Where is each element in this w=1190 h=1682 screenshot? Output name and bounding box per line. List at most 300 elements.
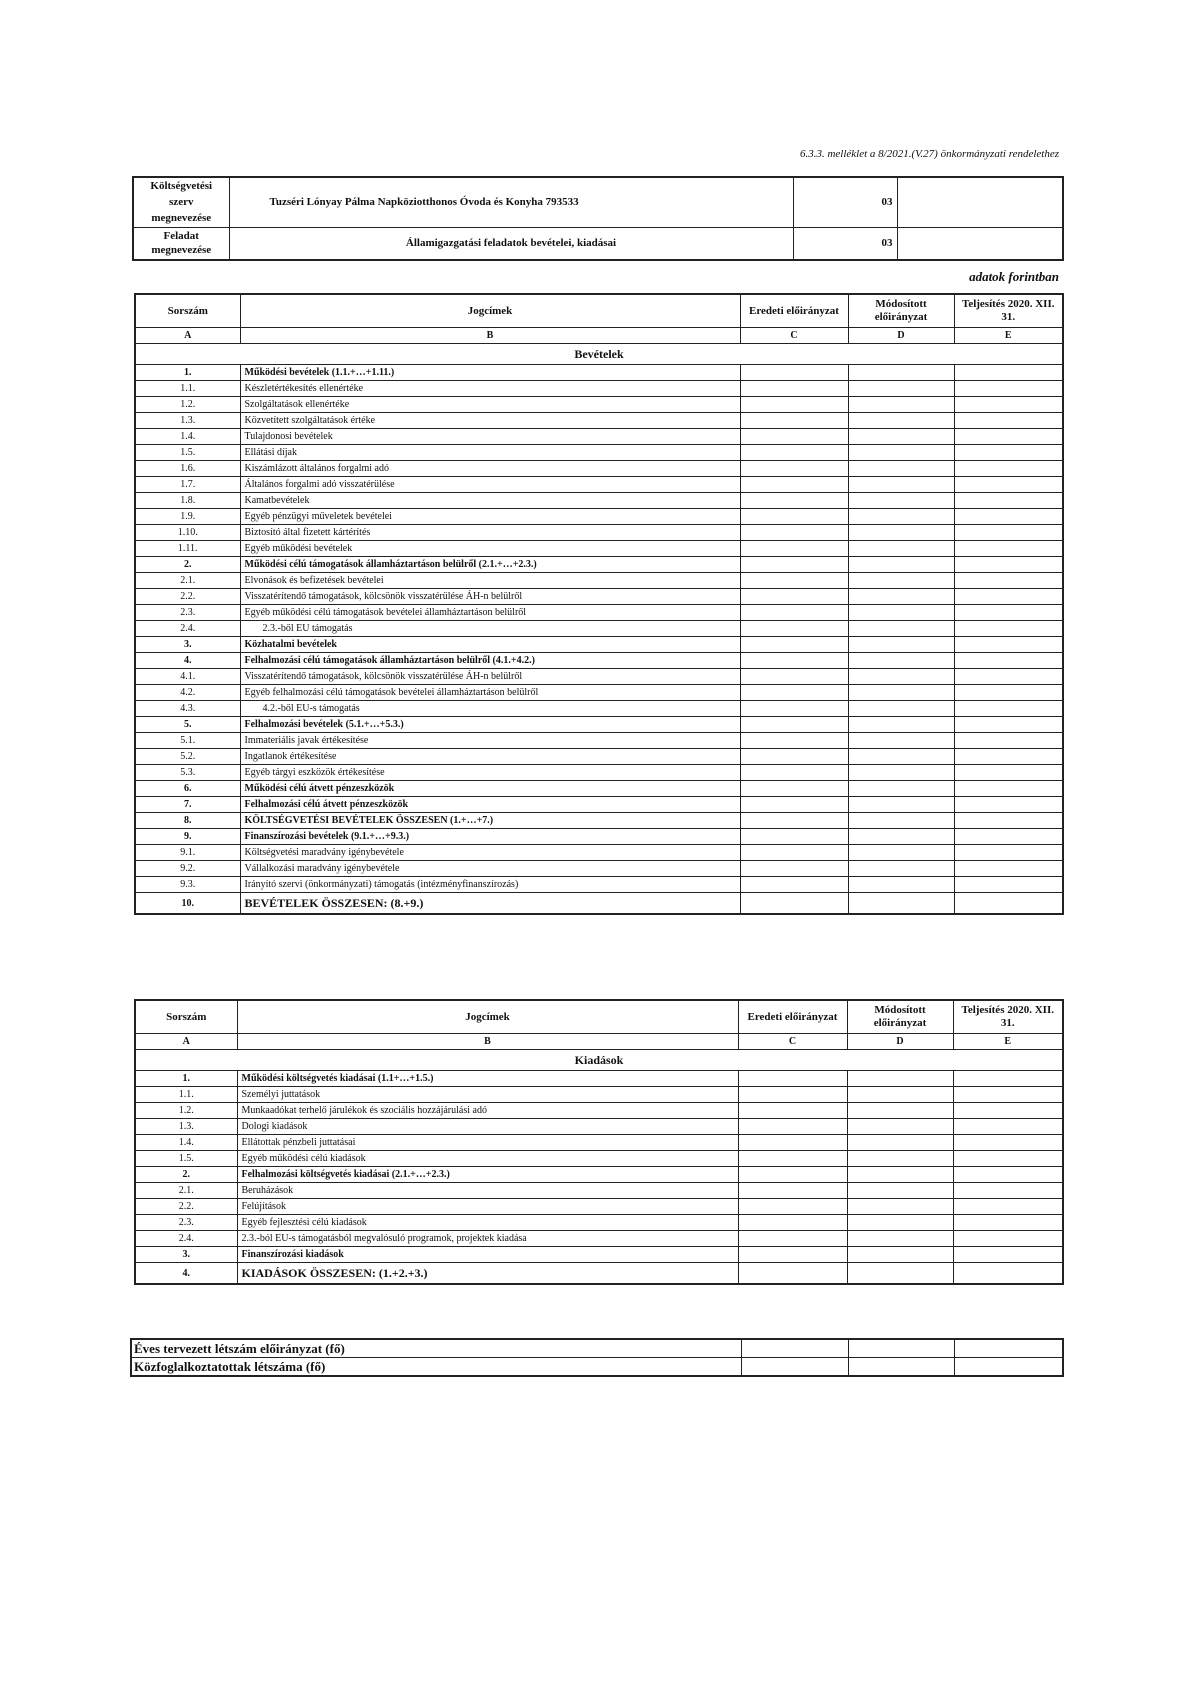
row-number: 9. — [135, 829, 240, 845]
staff-row — [131, 1358, 1063, 1377]
cell-teljesites — [954, 541, 1063, 557]
row-number: 5. — [135, 717, 240, 733]
cell-teljesites — [953, 1151, 1063, 1167]
row-label: Működési költségvetés kiadásai (1.1+…+1.5.) — [237, 1071, 738, 1087]
row-label: Felhalmozási célú támogatások államháztartáson belülről (4.1.+4.2.) — [240, 653, 740, 669]
cell-teljesites — [954, 893, 1063, 915]
cell-teljesites — [954, 589, 1063, 605]
table-row — [135, 845, 1063, 861]
table-row — [135, 813, 1063, 829]
cell-modositott — [848, 541, 954, 557]
staff-value — [848, 1358, 954, 1377]
cell-eredeti — [740, 573, 848, 589]
row-number: 1. — [135, 365, 240, 381]
table-row — [135, 525, 1063, 541]
cell-modositott — [848, 413, 954, 429]
table-row — [135, 893, 1063, 915]
cell-teljesites — [953, 1183, 1063, 1199]
org-code: 03 — [793, 177, 897, 227]
cell-teljesites — [954, 813, 1063, 829]
col-sorszam: Sorszám — [135, 1000, 237, 1034]
staff-value — [741, 1339, 848, 1358]
cell-teljesites — [954, 429, 1063, 445]
cell-eredeti — [740, 621, 848, 637]
table-row — [135, 493, 1063, 509]
table-row — [135, 797, 1063, 813]
row-label: Felhalmozási bevételek (5.1.+…+5.3.) — [240, 717, 740, 733]
cell-eredeti — [740, 797, 848, 813]
row-label: Egyéb pénzügyi műveletek bevételei — [240, 509, 740, 525]
cell-teljesites — [953, 1103, 1063, 1119]
row-number: 3. — [135, 637, 240, 653]
cell-modositott — [848, 461, 954, 477]
row-label: Ellátottak pénzbeli juttatásai — [237, 1135, 738, 1151]
cell-eredeti — [740, 893, 848, 915]
cell-modositott — [848, 717, 954, 733]
table-row — [135, 765, 1063, 781]
row-number: 2.4. — [135, 621, 240, 637]
row-number: 1.5. — [135, 445, 240, 461]
cell-modositott — [848, 573, 954, 589]
cell-eredeti — [740, 461, 848, 477]
cell-modositott — [847, 1151, 953, 1167]
cell-modositott — [848, 621, 954, 637]
cell-eredeti — [738, 1151, 847, 1167]
table-row — [135, 477, 1063, 493]
col-jogcimek: Jogcímek — [237, 1000, 738, 1034]
cell-teljesites — [954, 477, 1063, 493]
table-row — [135, 605, 1063, 621]
cell-eredeti — [740, 733, 848, 749]
cell-teljesites — [954, 381, 1063, 397]
table-row — [135, 653, 1063, 669]
cell-teljesites — [953, 1215, 1063, 1231]
cell-eredeti — [740, 509, 848, 525]
row-number: 1.4. — [135, 429, 240, 445]
cell-modositott — [848, 765, 954, 781]
cell-teljesites — [954, 365, 1063, 381]
table-row — [135, 701, 1063, 717]
cell-teljesites — [954, 701, 1063, 717]
cell-teljesites — [954, 749, 1063, 765]
row-number: 4. — [135, 1263, 237, 1285]
staff-label: Éves tervezett létszám előirányzat (fő) — [131, 1339, 741, 1358]
cell-modositott — [848, 893, 954, 915]
cell-modositott — [847, 1215, 953, 1231]
cell-eredeti — [740, 557, 848, 573]
row-label: Ingatlanok értékesítése — [240, 749, 740, 765]
row-label: Működési célú támogatások államháztartáson belülről (2.1.+…+2.3.) — [240, 557, 740, 573]
cell-eredeti — [738, 1263, 847, 1285]
cell-modositott — [848, 509, 954, 525]
row-number: 1.2. — [135, 397, 240, 413]
row-number: 1.11. — [135, 541, 240, 557]
task-extra — [897, 227, 1063, 260]
cell-modositott — [848, 445, 954, 461]
row-label: Egyéb tárgyi eszközök értékesítése — [240, 765, 740, 781]
cell-eredeti — [740, 685, 848, 701]
row-label: Személyi juttatások — [237, 1087, 738, 1103]
row-number: 1.3. — [135, 1119, 237, 1135]
table-row — [135, 573, 1063, 589]
table-row — [135, 1231, 1063, 1247]
cell-eredeti — [740, 813, 848, 829]
table-row — [135, 621, 1063, 637]
staff-value — [954, 1339, 1063, 1358]
row-label: Biztosító által fizetett kártérítés — [240, 525, 740, 541]
cell-teljesites — [954, 509, 1063, 525]
col-letter-a: A — [135, 328, 240, 344]
cell-teljesites — [954, 877, 1063, 893]
row-number: 9.3. — [135, 877, 240, 893]
cell-teljesites — [953, 1135, 1063, 1151]
row-label: Kamatbevételek — [240, 493, 740, 509]
row-label: Immateriális javak értékesítése — [240, 733, 740, 749]
col-letter-b: B — [240, 328, 740, 344]
table-row — [135, 1263, 1063, 1285]
staff-value — [741, 1358, 848, 1377]
cell-modositott — [847, 1071, 953, 1087]
row-number: 1.7. — [135, 477, 240, 493]
table-row — [135, 461, 1063, 477]
cell-teljesites — [953, 1167, 1063, 1183]
table-row — [135, 541, 1063, 557]
cell-teljesites — [954, 861, 1063, 877]
cell-eredeti — [738, 1103, 847, 1119]
cell-teljesites — [954, 653, 1063, 669]
row-label: Kiszámlázott általános forgalmi adó — [240, 461, 740, 477]
row-label: KIADÁSOK ÖSSZESEN: (1.+2.+3.) — [237, 1263, 738, 1285]
col-modositott: Módosított előirányzat — [847, 1000, 953, 1034]
cell-teljesites — [953, 1231, 1063, 1247]
row-label: Elvonások és befizetések bevételei — [240, 573, 740, 589]
table-row — [135, 733, 1063, 749]
cell-eredeti — [740, 365, 848, 381]
row-label: Irányító szervi (önkormányzati) támogatás (intézményfinanszírozás) — [240, 877, 740, 893]
table-row — [135, 781, 1063, 797]
task-name: Államigazgatási feladatok bevételei, kiadásai — [229, 227, 793, 260]
row-label: Egyéb működési célú támogatások bevételei államháztartáson belülről — [240, 605, 740, 621]
staff-table — [130, 1338, 1064, 1377]
row-number: 8. — [135, 813, 240, 829]
cell-modositott — [847, 1183, 953, 1199]
col-letter-c: C — [738, 1034, 847, 1050]
row-label: 2.3.-ból EU-s támogatásból megvalósuló programok, projektek kiadása — [237, 1231, 738, 1247]
cell-teljesites — [954, 461, 1063, 477]
table-row — [135, 717, 1063, 733]
cell-eredeti — [738, 1087, 847, 1103]
cell-modositott — [848, 637, 954, 653]
row-number: 2. — [135, 557, 240, 573]
row-label: Közvetített szolgáltatások értéke — [240, 413, 740, 429]
row-label: KÖLTSÉGVETÉSI BEVÉTELEK ÖSSZESEN (1.+…+7.) — [240, 813, 740, 829]
row-number: 9.1. — [135, 845, 240, 861]
cell-modositott — [848, 493, 954, 509]
table-row — [135, 445, 1063, 461]
col-jogcimek: Jogcímek — [240, 294, 740, 328]
cell-eredeti — [738, 1119, 847, 1135]
cell-modositott — [848, 365, 954, 381]
row-number: 3. — [135, 1247, 237, 1263]
cell-modositott — [848, 797, 954, 813]
cell-eredeti — [740, 541, 848, 557]
row-label: Visszatérítendő támogatások, kölcsönök visszatérülése ÁH-n belülről — [240, 669, 740, 685]
row-label: Beruházások — [237, 1183, 738, 1199]
row-label: Egyéb fejlesztési célú kiadások — [237, 1215, 738, 1231]
staff-value — [954, 1358, 1063, 1377]
row-label: Vállalkozási maradvány igénybevétele — [240, 861, 740, 877]
col-sorszam: Sorszám — [135, 294, 240, 328]
task-code: 03 — [793, 227, 897, 260]
task-label: Feladat megnevezése — [133, 227, 229, 260]
cell-eredeti — [738, 1215, 847, 1231]
col-modositott: Módosított előirányzat — [848, 294, 954, 328]
row-label: Ellátási díjak — [240, 445, 740, 461]
cell-modositott — [847, 1119, 953, 1135]
cell-modositott — [847, 1087, 953, 1103]
row-number: 1.8. — [135, 493, 240, 509]
table-row — [135, 1215, 1063, 1231]
row-number: 2.1. — [135, 1183, 237, 1199]
table-row — [135, 1087, 1063, 1103]
row-number: 1.1. — [135, 1087, 237, 1103]
row-number: 2.3. — [135, 1215, 237, 1231]
cell-teljesites — [953, 1247, 1063, 1263]
row-label: Egyéb működési célú kiadások — [237, 1151, 738, 1167]
staff-label: Közfoglalkoztatottak létszáma (fő) — [131, 1358, 741, 1377]
cell-eredeti — [740, 845, 848, 861]
cell-eredeti — [740, 637, 848, 653]
row-number: 1.5. — [135, 1151, 237, 1167]
cell-eredeti — [740, 781, 848, 797]
row-number: 1.10. — [135, 525, 240, 541]
cell-teljesites — [954, 765, 1063, 781]
cell-modositott — [848, 589, 954, 605]
col-letter-a: A — [135, 1034, 237, 1050]
cell-eredeti — [738, 1247, 847, 1263]
table-row — [135, 877, 1063, 893]
cell-teljesites — [954, 605, 1063, 621]
cell-eredeti — [740, 829, 848, 845]
row-label: 2.3.-ből EU támogatás — [240, 621, 740, 637]
cell-modositott — [848, 381, 954, 397]
row-number: 5.3. — [135, 765, 240, 781]
cell-modositott — [848, 829, 954, 845]
unit-note: adatok forintban — [969, 269, 1059, 284]
row-number: 2.3. — [135, 605, 240, 621]
row-number: 4.1. — [135, 669, 240, 685]
row-label: Dologi kiadások — [237, 1119, 738, 1135]
table-row — [135, 1183, 1063, 1199]
expenditure-section-title: Kiadások — [135, 1050, 1063, 1071]
annex-reference: 6.3.3. melléklet a 8/2021.(V.27) önkormányzati rendelethez — [799, 148, 1059, 160]
row-number: 1.6. — [135, 461, 240, 477]
cell-eredeti — [740, 525, 848, 541]
table-row — [135, 381, 1063, 397]
col-letter-b: B — [237, 1034, 738, 1050]
row-label: Költségvetési maradvány igénybevétele — [240, 845, 740, 861]
table-row — [135, 1199, 1063, 1215]
table-row — [135, 429, 1063, 445]
cell-eredeti — [740, 765, 848, 781]
row-number: 10. — [135, 893, 240, 915]
cell-eredeti — [738, 1199, 847, 1215]
cell-eredeti — [738, 1167, 847, 1183]
cell-teljesites — [954, 525, 1063, 541]
cell-modositott — [848, 669, 954, 685]
cell-eredeti — [738, 1183, 847, 1199]
table-row — [135, 557, 1063, 573]
cell-modositott — [848, 749, 954, 765]
cell-modositott — [847, 1135, 953, 1151]
row-number: 9.2. — [135, 861, 240, 877]
cell-modositott — [848, 861, 954, 877]
cell-teljesites — [954, 445, 1063, 461]
cell-teljesites — [953, 1199, 1063, 1215]
col-eredeti: Eredeti előirányzat — [738, 1000, 847, 1034]
row-label: Finanszírozási bevételek (9.1.+…+9.3.) — [240, 829, 740, 845]
cell-modositott — [848, 605, 954, 621]
col-eredeti: Eredeti előirányzat — [740, 294, 848, 328]
row-label: Munkaadókat terhelő járulékok és szociális hozzájárulási adó — [237, 1103, 738, 1119]
cell-teljesites — [954, 413, 1063, 429]
table-row — [135, 1103, 1063, 1119]
table-row — [135, 669, 1063, 685]
cell-eredeti — [740, 429, 848, 445]
table-row — [135, 637, 1063, 653]
row-number: 4. — [135, 653, 240, 669]
row-label: Általános forgalmi adó visszatérülése — [240, 477, 740, 493]
cell-teljesites — [954, 685, 1063, 701]
cell-modositott — [848, 525, 954, 541]
table-row — [135, 413, 1063, 429]
row-number: 2.2. — [135, 1199, 237, 1215]
row-number: 6. — [135, 781, 240, 797]
cell-eredeti — [740, 413, 848, 429]
table-row — [135, 1167, 1063, 1183]
cell-teljesites — [953, 1071, 1063, 1087]
row-number: 1.3. — [135, 413, 240, 429]
row-number: 1.2. — [135, 1103, 237, 1119]
cell-eredeti — [740, 877, 848, 893]
cell-teljesites — [954, 829, 1063, 845]
cell-modositott — [848, 397, 954, 413]
row-number: 4.3. — [135, 701, 240, 717]
col-letter-e: E — [953, 1034, 1063, 1050]
table-row — [135, 685, 1063, 701]
cell-teljesites — [954, 797, 1063, 813]
row-label: Visszatérítendő támogatások, kölcsönök visszatérülése ÁH-n belülről — [240, 589, 740, 605]
cell-eredeti — [740, 861, 848, 877]
org-name: Tuzséri Lónyay Pálma Napköziotthonos Óvoda és Konyha 793533 — [229, 177, 793, 227]
cell-teljesites — [953, 1087, 1063, 1103]
table-row — [135, 365, 1063, 381]
col-teljesites: Teljesítés 2020. XII. 31. — [953, 1000, 1063, 1034]
table-row — [135, 1151, 1063, 1167]
cell-modositott — [847, 1231, 953, 1247]
cell-teljesites — [954, 557, 1063, 573]
cell-teljesites — [954, 717, 1063, 733]
row-number: 5.2. — [135, 749, 240, 765]
cell-modositott — [847, 1167, 953, 1183]
col-letter-d: D — [847, 1034, 953, 1050]
revenue-section-title: Bevételek — [135, 344, 1063, 365]
table-row — [135, 749, 1063, 765]
cell-teljesites — [954, 845, 1063, 861]
table-row — [135, 509, 1063, 525]
row-number: 1. — [135, 1071, 237, 1087]
cell-modositott — [848, 557, 954, 573]
cell-teljesites — [954, 733, 1063, 749]
cell-teljesites — [953, 1119, 1063, 1135]
row-label: Finanszírozási kiadások — [237, 1247, 738, 1263]
table-row — [135, 397, 1063, 413]
cell-modositott — [847, 1103, 953, 1119]
col-letter-c: C — [740, 328, 848, 344]
cell-eredeti — [738, 1231, 847, 1247]
row-label: Felhalmozási költségvetés kiadásai (2.1.+…+2.3.) — [237, 1167, 738, 1183]
table-row — [135, 1119, 1063, 1135]
cell-modositott — [848, 877, 954, 893]
cell-eredeti — [740, 653, 848, 669]
cell-eredeti — [740, 381, 848, 397]
row-label: Tulajdonosi bevételek — [240, 429, 740, 445]
cell-modositott — [847, 1199, 953, 1215]
row-label: Működési célú átvett pénzeszközök — [240, 781, 740, 797]
revenue-table — [134, 293, 1064, 915]
row-number: 2.1. — [135, 573, 240, 589]
row-label: 4.2.-ből EU-s támogatás — [240, 701, 740, 717]
row-label: Működési bevételek (1.1.+…+1.11.) — [240, 365, 740, 381]
table-row — [135, 1247, 1063, 1263]
cell-teljesites — [954, 573, 1063, 589]
col-letter-e: E — [954, 328, 1063, 344]
cell-modositott — [848, 733, 954, 749]
cell-modositott — [848, 813, 954, 829]
cell-eredeti — [740, 717, 848, 733]
cell-eredeti — [740, 493, 848, 509]
org-label: Költségvetési szerv megnevezése — [133, 177, 229, 227]
cell-eredeti — [738, 1071, 847, 1087]
row-number: 1.4. — [135, 1135, 237, 1151]
cell-eredeti — [740, 397, 848, 413]
staff-row — [131, 1339, 1063, 1358]
col-letter-d: D — [848, 328, 954, 344]
cell-modositott — [848, 477, 954, 493]
cell-teljesites — [954, 781, 1063, 797]
col-teljesites: Teljesítés 2020. XII. 31. — [954, 294, 1063, 328]
cell-eredeti — [740, 701, 848, 717]
table-row — [135, 829, 1063, 845]
cell-teljesites — [954, 397, 1063, 413]
row-number: 7. — [135, 797, 240, 813]
cell-modositott — [847, 1263, 953, 1285]
row-label: Közhatalmi bevételek — [240, 637, 740, 653]
row-number: 1.9. — [135, 509, 240, 525]
table-row — [135, 589, 1063, 605]
row-label: BEVÉTELEK ÖSSZESEN: (8.+9.) — [240, 893, 740, 915]
cell-eredeti — [740, 445, 848, 461]
cell-modositott — [848, 701, 954, 717]
table-row — [135, 861, 1063, 877]
row-label: Egyéb működési bevételek — [240, 541, 740, 557]
row-number: 5.1. — [135, 733, 240, 749]
cell-eredeti — [740, 605, 848, 621]
cell-modositott — [848, 429, 954, 445]
row-number: 1.1. — [135, 381, 240, 397]
row-label: Készletértékesítés ellenértéke — [240, 381, 740, 397]
row-label: Felújítások — [237, 1199, 738, 1215]
